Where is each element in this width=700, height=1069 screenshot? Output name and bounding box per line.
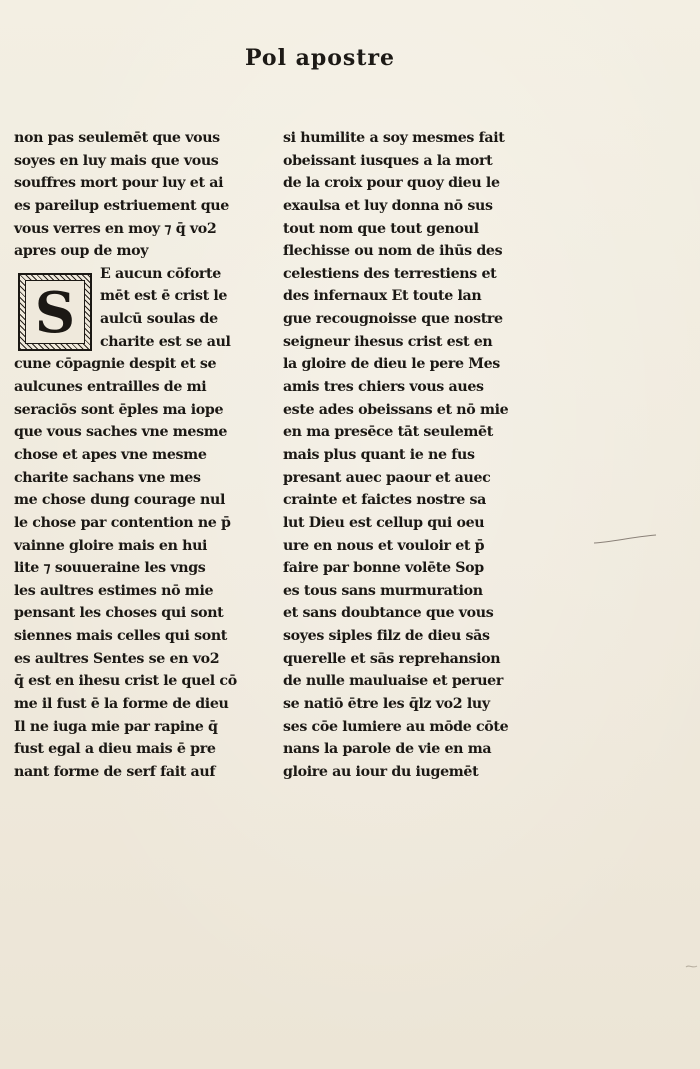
text-line: lite ⁊ souueraine les vngs <box>14 560 206 577</box>
text-line: gloire au iour du iugemēt <box>283 763 479 780</box>
running-head-text: Pol apostre <box>244 45 396 71</box>
running-head <box>0 45 700 71</box>
text-line: vous verres en moy ⁊ q̄ vo2 <box>14 220 217 237</box>
text-line: si humilite a soy mesmes fait <box>283 130 505 146</box>
text-line: seraciōs sont ēples ma iope <box>14 401 224 418</box>
text-line: vainne gloire mais en hui <box>14 537 208 554</box>
text-line: amis tres chiers vous aues <box>283 379 484 396</box>
text-line: gue recougnoisse que nostre <box>283 311 503 328</box>
text-line: obeissant iusques a la mort <box>283 152 493 169</box>
edge-smudge-mark <box>683 960 700 974</box>
text-line: soyes en luy mais que vous <box>14 152 219 169</box>
text-line: seigneur ihesus crist est en <box>283 333 493 350</box>
text-line: aulcū soulas de <box>100 311 218 328</box>
text-line: souffres mort pour luy et ai <box>14 175 224 192</box>
text-line: cune cōpagnie despit et se <box>14 356 217 373</box>
text-line: ure en nous et vouloir et p̄ <box>283 537 485 554</box>
text-line: ses cōe lumiere au mōde cōte <box>283 718 509 735</box>
text-line: flechisse ou nom de ihūs des <box>283 243 503 260</box>
text-line: mais plus quant ie ne fus <box>283 446 475 463</box>
text-line: aulcunes entrailles de mi <box>14 379 207 396</box>
text-line: querelle et sās reprehansion <box>283 650 501 667</box>
text-line: mēt est ē crist le <box>100 288 228 305</box>
text-line: es aultres Sentes se en vo2 <box>14 650 220 667</box>
text-line: fust egal a dieu mais ē pre <box>14 741 216 758</box>
text-line: celestiens des terrestiens et <box>283 265 497 282</box>
text-line: non pas seulemēt que vous <box>14 130 220 146</box>
decorated-initial <box>18 273 92 351</box>
left-column <box>14 127 244 784</box>
text-line: este ades obeissans et nō mie <box>283 401 509 418</box>
right-column <box>283 127 513 784</box>
text-line: soyes siples filz de dieu sās <box>283 628 490 645</box>
text-line: nans la parole de vie en ma <box>283 741 492 758</box>
text-line: les aultres estimes nō mie <box>14 582 214 599</box>
text-line: se natiō ētre les q̄lz vo2 luy <box>283 696 490 713</box>
text-line: me il fust ē la forme de dieu <box>14 696 229 713</box>
text-line: nant forme de serf fait auf <box>14 763 216 780</box>
text-line: E aucun cōforte <box>100 265 221 282</box>
text-line: charite est se aul <box>100 333 231 350</box>
text-line: le chose par contention ne p̄ <box>14 514 231 531</box>
text-line: que vous saches vne mesme <box>14 424 228 441</box>
text-line: exaulsa et luy donna nō sus <box>283 197 493 214</box>
text-line: es pareilup estriuement que <box>14 197 229 214</box>
text-line: de la croix pour quoy dieu le <box>283 175 500 192</box>
text-line: en ma presēce tāt seulemēt <box>283 424 493 441</box>
text-line: presant auec paour et auec <box>283 469 491 486</box>
text-line: de nulle mauluaise et peruer <box>283 673 503 690</box>
text-line: me chose dung courage nul <box>14 492 225 509</box>
text-line: lut Dieu est cellup qui oeu <box>283 514 485 531</box>
text-line: chose et apes vne mesme <box>14 446 207 463</box>
text-line: apres oup de moy <box>14 243 149 260</box>
text-line: es tous sans murmuration <box>283 582 483 599</box>
text-line: tout nom que tout genoul <box>283 220 479 237</box>
initial-frame <box>25 280 85 344</box>
text-line: q̄ est en ihesu crist le quel cō <box>14 673 237 690</box>
text-line: crainte et faictes nostre sa <box>283 492 487 509</box>
text-line: la gloire de dieu le pere Mes <box>283 356 500 373</box>
text-line: siennes mais celles qui sont <box>14 628 227 645</box>
pen-stroke-mark <box>592 533 658 547</box>
text-line: et sans doubtance que vous <box>283 605 494 622</box>
text-line: des infernaux Et toute lan <box>283 288 482 305</box>
text-line: Il ne iuga mie par rapine q̄ <box>14 718 218 735</box>
initial-letter: S <box>34 280 76 346</box>
text-line: pensant les choses qui sont <box>14 605 224 622</box>
text-line: faire par bonne volēte Sop <box>283 560 484 577</box>
text-line: charite sachans vne mes <box>14 469 201 486</box>
